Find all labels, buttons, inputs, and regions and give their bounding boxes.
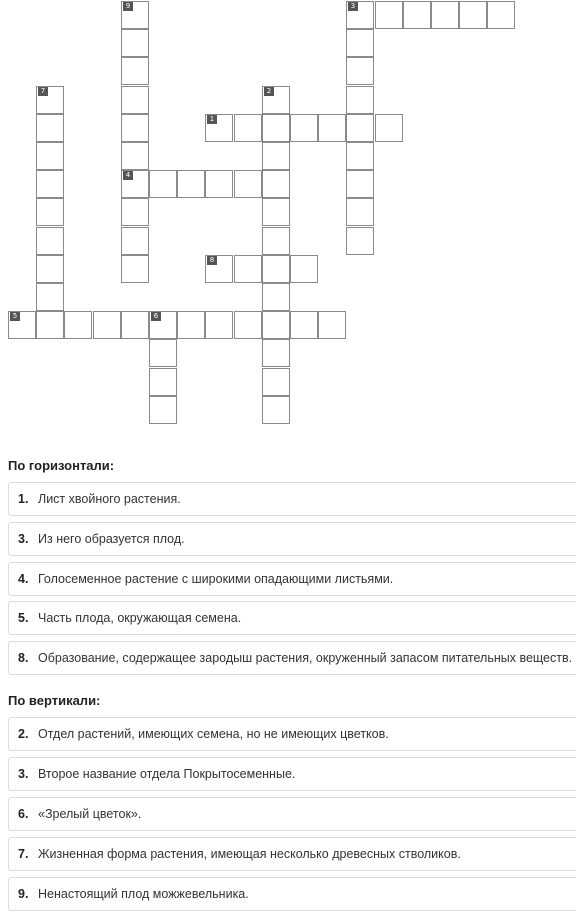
crossword-cell[interactable] — [403, 1, 431, 29]
crossword-cell[interactable] — [262, 227, 290, 255]
crossword-cell[interactable] — [262, 368, 290, 396]
clue-number: 9. — [18, 887, 29, 901]
crossword-cell[interactable] — [149, 311, 177, 339]
clue-down-7 — [8, 837, 576, 871]
clue-down-9 — [8, 877, 576, 911]
clue-across-3 — [8, 522, 576, 556]
clue-text: Жизненная форма растения, имеющая несколько древесных стволиков. — [38, 847, 461, 861]
crossword-cell[interactable] — [262, 339, 290, 367]
crossword-cell[interactable] — [234, 311, 262, 339]
crossword-cell[interactable] — [262, 283, 290, 311]
clue-text: Ненастоящий плод можжевельника. — [38, 887, 249, 901]
crossword-cell[interactable] — [149, 339, 177, 367]
crossword-cell[interactable] — [121, 170, 149, 198]
crossword-cell[interactable] — [431, 1, 459, 29]
crossword-cell[interactable] — [121, 227, 149, 255]
crossword-cell[interactable] — [205, 170, 233, 198]
crossword-cell[interactable] — [121, 198, 149, 226]
clue-number: 7. — [18, 847, 29, 861]
crossword-cell[interactable] — [149, 368, 177, 396]
crossword-cell[interactable] — [262, 142, 290, 170]
clue-down-2 — [8, 717, 576, 751]
clue-text: Отдел растений, имеющих семена, но не имеющих цветков. — [38, 727, 389, 741]
clue-number: 3. — [18, 532, 29, 546]
crossword-cell[interactable] — [262, 396, 290, 424]
crossword-cell[interactable] — [205, 255, 233, 283]
crossword-cell[interactable] — [36, 255, 64, 283]
clue-text: Второе название отдела Покрытосеменные. — [38, 767, 296, 781]
crossword-grid — [0, 0, 576, 430]
crossword-cell[interactable] — [149, 170, 177, 198]
clue-number: 8. — [18, 651, 29, 665]
clue-text: Лист хвойного растения. — [38, 492, 181, 506]
clue-text: «Зрелый цветок». — [38, 807, 142, 821]
crossword-cell[interactable] — [121, 29, 149, 57]
crossword-cell[interactable] — [262, 170, 290, 198]
clue-number-badge: 4 — [123, 171, 133, 180]
across-heading: По горизонтали: — [8, 458, 115, 473]
crossword-cell[interactable] — [318, 114, 346, 142]
crossword-cell[interactable] — [262, 198, 290, 226]
clue-across-4 — [8, 562, 576, 596]
clue-number-badge: 6 — [151, 312, 161, 321]
crossword-cell[interactable] — [346, 57, 374, 85]
crossword-cell[interactable] — [262, 311, 290, 339]
clue-across-1 — [8, 482, 576, 516]
crossword-cell[interactable] — [346, 86, 374, 114]
clue-text: Часть плода, окружающая семена. — [38, 611, 242, 625]
crossword-cell[interactable] — [36, 227, 64, 255]
clue-number: 4. — [18, 572, 29, 586]
crossword-cell[interactable] — [290, 311, 318, 339]
crossword-cell[interactable] — [290, 255, 318, 283]
crossword-cell[interactable] — [64, 311, 92, 339]
clue-text: Голосеменное растение с широкими опадающими листьями. — [38, 572, 394, 586]
clue-across-5 — [8, 601, 576, 635]
clue-number-badge: 7 — [38, 87, 48, 96]
crossword-cell[interactable] — [262, 255, 290, 283]
down-heading: По вертикали: — [8, 693, 101, 708]
crossword-cell[interactable] — [459, 1, 487, 29]
crossword-cell[interactable] — [121, 114, 149, 142]
crossword-cell[interactable] — [177, 311, 205, 339]
crossword-cell[interactable] — [121, 86, 149, 114]
crossword-cell[interactable] — [36, 114, 64, 142]
crossword-cell[interactable] — [346, 1, 374, 29]
crossword-cell[interactable] — [346, 198, 374, 226]
clue-number: 3. — [18, 767, 29, 781]
crossword-cell[interactable] — [36, 86, 64, 114]
crossword-cell[interactable] — [375, 114, 403, 142]
crossword-cell[interactable] — [149, 396, 177, 424]
crossword-cell[interactable] — [290, 114, 318, 142]
crossword-cell[interactable] — [346, 142, 374, 170]
crossword-cell[interactable] — [8, 311, 36, 339]
crossword-cell[interactable] — [346, 29, 374, 57]
crossword-cell[interactable] — [234, 170, 262, 198]
clue-text: Образование, содержащее зародыш растения, окруженный запасом питательных веществ. — [38, 651, 573, 665]
crossword-cell[interactable] — [121, 255, 149, 283]
crossword-cell[interactable] — [375, 1, 403, 29]
crossword-cell[interactable] — [346, 114, 374, 142]
crossword-cell[interactable] — [36, 142, 64, 170]
crossword-cell[interactable] — [346, 227, 374, 255]
clue-number-badge: 9 — [123, 2, 133, 11]
clue-across-8 — [8, 641, 576, 675]
clue-number: 2. — [18, 727, 29, 741]
clue-down-6 — [8, 797, 576, 831]
crossword-cell[interactable] — [36, 170, 64, 198]
clue-number-badge: 2 — [264, 87, 274, 96]
clue-number: 5. — [18, 611, 29, 625]
clue-number: 1. — [18, 492, 29, 506]
clue-number-badge: 8 — [207, 256, 217, 265]
clue-number-badge: 1 — [207, 115, 217, 124]
crossword-cell[interactable] — [121, 142, 149, 170]
crossword-cell[interactable] — [36, 283, 64, 311]
crossword-cell[interactable] — [487, 1, 515, 29]
clue-number-badge: 3 — [348, 2, 358, 11]
crossword-cell[interactable] — [318, 311, 346, 339]
crossword-cell[interactable] — [262, 86, 290, 114]
crossword-cell[interactable] — [262, 114, 290, 142]
crossword-cell[interactable] — [36, 311, 64, 339]
crossword-cell[interactable] — [121, 57, 149, 85]
crossword-cell[interactable] — [234, 114, 262, 142]
crossword-cell[interactable] — [93, 311, 121, 339]
crossword-cell[interactable] — [121, 1, 149, 29]
crossword-cell[interactable] — [205, 114, 233, 142]
crossword-cell[interactable] — [121, 311, 149, 339]
clue-text: Из него образуется плод. — [38, 532, 185, 546]
crossword-cell[interactable] — [205, 311, 233, 339]
crossword-cell[interactable] — [177, 170, 205, 198]
clue-down-3 — [8, 757, 576, 791]
clue-number: 6. — [18, 807, 29, 821]
crossword-cell[interactable] — [36, 198, 64, 226]
crossword-cell[interactable] — [234, 255, 262, 283]
clue-number-badge: 5 — [10, 312, 20, 321]
crossword-cell[interactable] — [346, 170, 374, 198]
